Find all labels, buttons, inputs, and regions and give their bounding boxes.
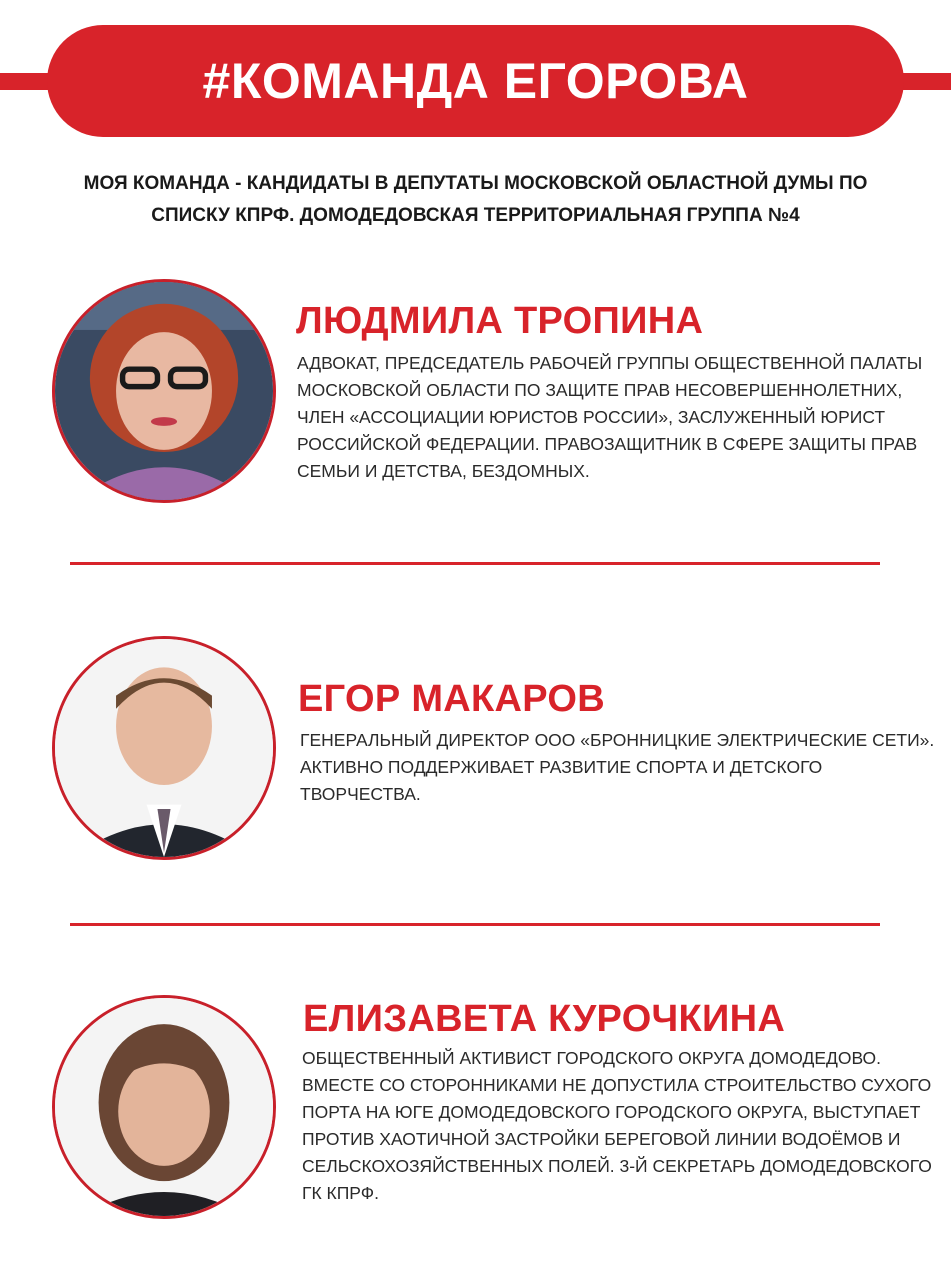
section-divider xyxy=(70,923,880,926)
description-line: ГК КПРФ. xyxy=(302,1183,379,1203)
member-description xyxy=(302,1045,932,1207)
member-name: ЕГОР МАКАРОВ xyxy=(298,678,606,720)
page-title: #КОМАНДА ЕГОРОВА xyxy=(202,53,749,109)
member-photo-kurochkina xyxy=(52,995,276,1219)
page-subtitle xyxy=(40,168,911,232)
description-line: ПРОТИВ ХАОТИЧНОЙ ЗАСТРОЙКИ БЕРЕГОВОЙ ЛИНИИ ВОДОЁМОВ И xyxy=(302,1129,901,1149)
description-line: АКТИВНО ПОДДЕРЖИВАЕТ РАЗВИТИЕ СПОРТА И ДЕТСКОГО xyxy=(300,757,823,777)
portrait-image xyxy=(55,639,273,857)
description-line: ВМЕСТЕ СО СТОРОННИКАМИ НЕ ДОПУСТИЛА СТРОИТЕЛЬСТВО СУХОГО xyxy=(302,1075,932,1095)
subtitle-line: МОЯ КОМАНДА - КАНДИДАТЫ В ДЕПУТАТЫ МОСКОВСКОЙ ОБЛАСТНОЙ ДУМЫ ПО xyxy=(83,173,868,194)
description-line: СЕМЬИ И ДЕТСТВА, БЕЗДОМНЫХ. xyxy=(297,461,590,481)
portrait-image xyxy=(55,998,273,1216)
description-line: ОБЩЕСТВЕННЫЙ АКТИВИСТ ГОРОДСКОГО ОКРУГА ДОМОДЕДОВО. xyxy=(302,1048,882,1068)
portrait-image xyxy=(55,282,273,500)
title-banner xyxy=(47,25,904,137)
member-name: ЕЛИЗАВЕТА КУРОЧКИНА xyxy=(303,998,786,1040)
description-line: ПОРТА НА ЮГЕ ДОМОДЕДОВСКОГО ГОРОДСКОГО ОКРУГА, ВЫСТУПАЕТ xyxy=(302,1102,921,1122)
member-photo-tropina xyxy=(52,279,276,503)
description-line: СЕЛЬСКОХОЗЯЙСТВЕННЫХ ПОЛЕЙ. 3-Й СЕКРЕТАРЬ ДОМОДЕДОВСКОГО xyxy=(302,1156,932,1176)
member-photo-makarov xyxy=(52,636,276,860)
member-description xyxy=(297,350,922,485)
description-line: ГЕНЕРАЛЬНЫЙ ДИРЕКТОР ООО «БРОННИЦКИЕ ЭЛЕКТРИЧЕСКИЕ СЕТИ». xyxy=(300,730,935,750)
member-description xyxy=(300,727,934,808)
member-name: ЛЮДМИЛА ТРОПИНА xyxy=(296,300,704,342)
description-line: РОССИЙСКОЙ ФЕДЕРАЦИИ. ПРАВОЗАЩИТНИК В СФЕРЕ ЗАЩИТЫ ПРАВ xyxy=(297,434,918,454)
description-line: АДВОКАТ, ПРЕДСЕДАТЕЛЬ РАБОЧЕЙ ГРУППЫ ОБЩЕСТВЕННОЙ ПАЛАТЫ xyxy=(297,353,923,373)
description-line: ЧЛЕН «АССОЦИАЦИИ ЮРИСТОВ РОССИИ», ЗАСЛУЖЕННЫЙ ЮРИСТ xyxy=(297,407,886,427)
description-line: ТВОРЧЕСТВА. xyxy=(300,784,421,804)
description-line: МОСКОВСКОЙ ОБЛАСТИ ПО ЗАЩИТЕ ПРАВ НЕСОВЕРШЕННОЛЕТНИХ, xyxy=(297,380,903,400)
section-divider xyxy=(70,562,880,565)
subtitle-line: СПИСКУ КПРФ. ДОМОДЕДОВСКАЯ ТЕРРИТОРИАЛЬНАЯ ГРУППА №4 xyxy=(151,205,800,226)
